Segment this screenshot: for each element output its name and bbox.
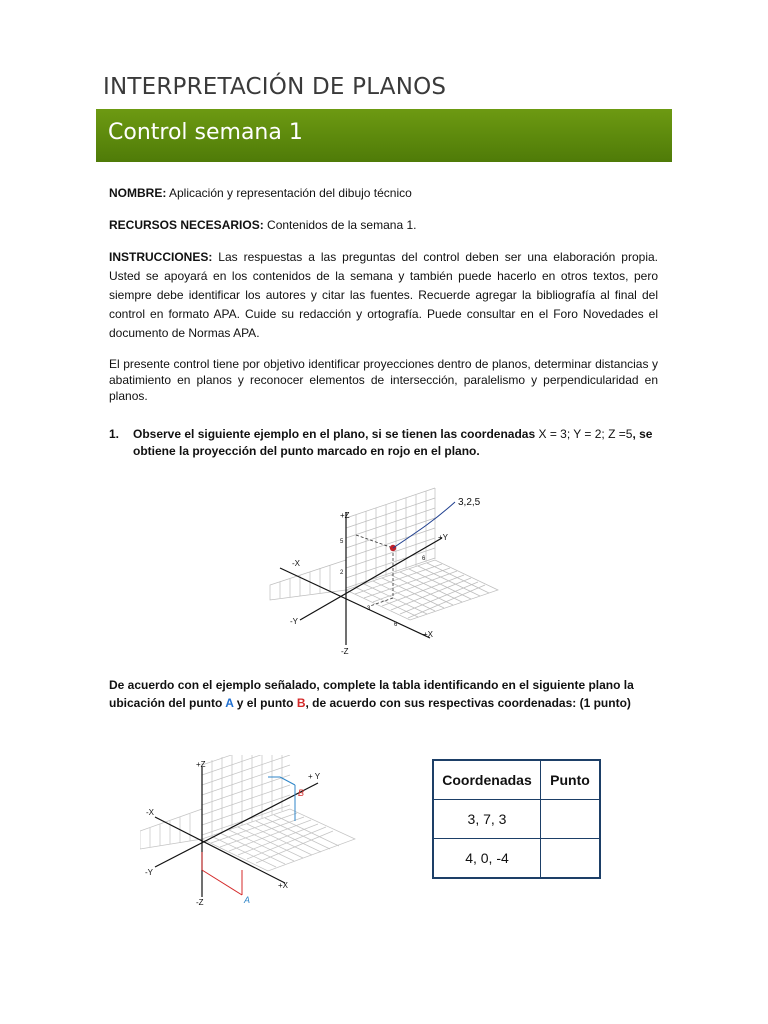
banner-title: Control semana 1: [108, 120, 303, 145]
course-title: INTERPRETACIÓN DE PLANOS: [103, 74, 447, 100]
nombre-line: [109, 184, 658, 203]
question-coords: X = 3; Y = 2; Z =5: [538, 427, 633, 441]
tick-label-3: 3: [367, 606, 371, 612]
instrucciones-label: INSTRUCCIONES:: [109, 250, 213, 264]
axis-label-px: +X: [423, 630, 434, 639]
axis-label-py: +Y: [438, 533, 449, 542]
table-cell-punto[interactable]: [541, 800, 601, 839]
exercise-text-c: , de acuerdo con sus respectivas coordenadas: (1 punto): [305, 696, 631, 710]
recursos-value: Contenidos de la semana 1.: [263, 218, 417, 232]
axis-label-nz-2: -Z: [196, 898, 204, 907]
instrucciones-paragraph: [109, 248, 658, 343]
axis-label-nx-2: -X: [146, 808, 154, 817]
point-a-label: A: [225, 696, 234, 710]
table-row: [433, 800, 600, 839]
table-cell-punto[interactable]: [541, 839, 601, 879]
axis-label-nz: -Z: [341, 647, 349, 656]
question-text-b: , se obtiene la proyección del punto marcado en rojo en el plano.: [133, 427, 653, 458]
coordinates-table: [432, 759, 601, 879]
axis-label-px-2: +X: [278, 881, 289, 890]
axis-label-pz: +Z: [340, 511, 350, 520]
nombre-value: Aplicación y representación del dibujo técnico: [166, 186, 412, 200]
nombre-label: NOMBRE:: [109, 186, 167, 200]
tick-label-5: 5: [340, 539, 344, 545]
question-text: [133, 426, 658, 460]
exercise-text-a: De acuerdo con el ejemplo señalado, complete la tabla identificando en el siguiente plano la ubicación del punto: [109, 678, 634, 710]
tick-label-2: 2: [340, 570, 344, 576]
objetivo-paragraph: El presente control tiene por objetivo identificar proyecciones dentro de planos, determinar distancias y abatimiento en planos y reconocer elementos de intersección, paralelismo y perpendicularidad en planos.: [109, 357, 658, 403]
recursos-line: [109, 216, 658, 235]
axis-label-ny: -Y: [290, 617, 298, 626]
axis-label-py-2: + Y: [308, 772, 321, 781]
exercise-text-b: y el punto: [233, 696, 297, 710]
tick-label-6b: 6: [394, 622, 398, 628]
tick-label-6a: 6: [422, 556, 426, 562]
table-cell-coords: 4, 0, -4: [433, 839, 541, 879]
question-1: [109, 426, 658, 460]
question-number: 1.: [109, 427, 120, 441]
exercise-grid: [140, 755, 355, 871]
example-point-label: 3,2,5: [458, 497, 481, 508]
exercise-coordinate-diagram: [140, 755, 370, 910]
axis-label-ny-2: -Y: [145, 868, 153, 877]
question-text-a: Observe el siguiente ejemplo en el plano, si se tienen las coordenadas: [133, 427, 539, 441]
section-banner: [96, 109, 672, 162]
table-row: [433, 839, 600, 879]
exercise-label-a: A: [244, 895, 251, 905]
instructions-block: [109, 184, 658, 404]
example-axes: [280, 512, 442, 645]
exercise-paragraph: [109, 676, 658, 712]
instrucciones-value: Las respuestas a las preguntas del control deben ser una elaboración propia. Usted se apoyará en los contenidos de la semana y también puede hacerlo en otros textos, pero siempre debe identificar los autores y citar las fuentes. Recuerde agregar la bibliografía al final del control en formato APA. Cuide su redacción y ortografía. Puede consultar en el Foro Novedades el documento de Normas APA.: [109, 250, 658, 340]
example-coordinate-diagram: [260, 480, 510, 660]
table-header-punto: Punto: [541, 760, 601, 800]
axis-label-pz-2: +Z: [196, 760, 206, 769]
axis-label-nx: -X: [292, 559, 300, 568]
table-header-coordenadas: Coordenadas: [433, 760, 541, 800]
exercise-label-b: B: [298, 788, 305, 798]
recursos-label: RECURSOS NECESARIOS:: [109, 218, 264, 232]
table-header-row: [433, 760, 600, 800]
table-cell-coords: 3, 7, 3: [433, 800, 541, 839]
point-b-label: B: [296, 696, 306, 710]
